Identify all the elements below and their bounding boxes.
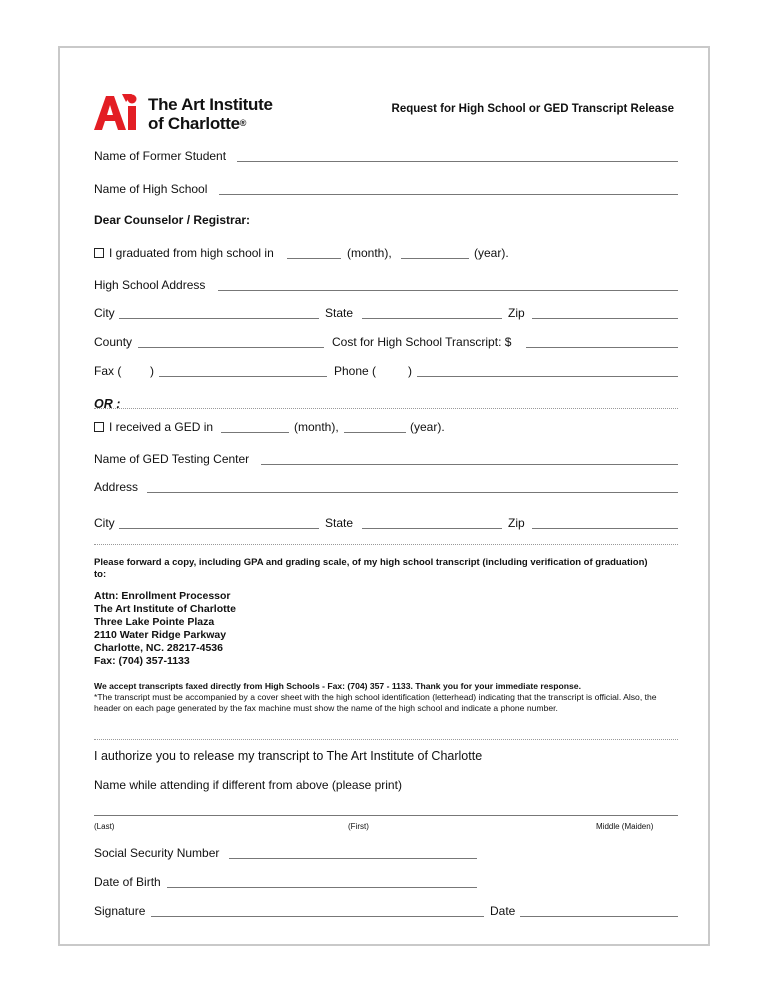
greeting: Dear Counselor / Registrar: (94, 213, 251, 227)
signature-field[interactable] (151, 916, 484, 917)
month-label: (month), (347, 246, 392, 260)
logo-line-1: The Art Institute (148, 95, 273, 114)
ged-label: I received a GED in (109, 420, 214, 434)
last-name-caption: (Last) (94, 822, 115, 831)
address-line: 2110 Water Ridge Parkway (94, 629, 227, 641)
ged-address-label: Address (94, 480, 139, 494)
form-page (58, 46, 710, 946)
ged-state-field[interactable] (362, 528, 502, 529)
ged-checkbox[interactable] (94, 422, 104, 432)
cost-field[interactable] (526, 347, 678, 348)
dotted-divider (94, 739, 678, 740)
ged-zip-label: Zip (508, 516, 525, 530)
year-label: (year). (474, 246, 509, 260)
date-field[interactable] (520, 916, 678, 917)
county-field[interactable] (138, 347, 324, 348)
dotted-divider (94, 408, 678, 409)
address-line: Attn: Enrollment Processor (94, 590, 231, 602)
graduated-year-field[interactable] (401, 258, 469, 259)
phone-close-paren: ) (408, 364, 412, 378)
zip-field[interactable] (532, 318, 678, 319)
forward-instruction: Please forward a copy, including GPA and grading scale, of my high school transcript (including verification of graduation) to: (94, 557, 648, 580)
fax-label: Fax ( (94, 364, 122, 378)
phone-label: Phone ( (334, 364, 377, 378)
former-student-field[interactable] (237, 161, 678, 162)
ssn-field[interactable] (229, 858, 477, 859)
ged-city-field[interactable] (119, 528, 319, 529)
fax-note (94, 681, 684, 715)
graduated-row (94, 246, 274, 260)
hs-address-field[interactable] (218, 290, 678, 291)
ged-center-label: Name of GED Testing Center (94, 452, 250, 466)
graduated-checkbox[interactable] (94, 248, 104, 258)
former-student-label: Name of Former Student (94, 149, 227, 163)
phone-field[interactable] (417, 376, 678, 377)
form-title: Request for High School or GED Transcript Release (391, 103, 674, 115)
ged-row (94, 420, 213, 434)
zip-label: Zip (508, 306, 525, 320)
signature-label: Signature (94, 904, 146, 918)
dotted-divider (94, 544, 678, 545)
dob-field[interactable] (167, 887, 477, 888)
first-name-caption: (First) (348, 822, 369, 831)
fax-field[interactable] (159, 376, 327, 377)
ssn-label: Social Security Number (94, 846, 220, 860)
high-school-field[interactable] (219, 194, 678, 195)
ged-center-field[interactable] (261, 464, 678, 465)
authorization-statement: I authorize you to release my transcript to The Art Institute of Charlotte (94, 749, 483, 763)
mailing-address (94, 590, 236, 668)
address-line: The Art Institute of Charlotte (94, 603, 236, 615)
ged-state-label: State (325, 516, 354, 530)
ged-zip-field[interactable] (532, 528, 678, 529)
ged-year-field[interactable] (344, 432, 406, 433)
state-field[interactable] (362, 318, 502, 319)
address-line: Three Lake Pointe Plaza (94, 616, 215, 628)
high-school-label: Name of High School (94, 182, 208, 196)
logo-wordmark (148, 95, 273, 133)
fax-note-body: *The transcript must be accompanied by a cover sheet with the high school identification (letterhead) indicating that the transcript is official. Also, the header on each page generated by the fax machine must show the name of the high school and indicate a phone number. (94, 692, 657, 714)
cost-label: Cost for High School Transcript: $ (332, 335, 512, 349)
ged-month-label: (month), (294, 420, 339, 434)
logo-line-2: of Charlotte® (148, 114, 247, 133)
ai-logo-icon (92, 92, 148, 132)
ged-address-field[interactable] (147, 492, 678, 493)
ged-month-field[interactable] (221, 432, 289, 433)
name-while-attending-label: Name while attending if different from above (please print) (94, 778, 402, 792)
middle-name-caption: Middle (Maiden) (596, 822, 654, 831)
graduated-label: I graduated from high school in (109, 246, 274, 260)
city-field[interactable] (119, 318, 319, 319)
address-line: Fax: (704) 357-1133 (94, 655, 190, 667)
state-label: State (325, 306, 354, 320)
county-label: County (94, 335, 133, 349)
graduated-month-field[interactable] (287, 258, 341, 259)
ged-year-label: (year). (410, 420, 445, 434)
city-label: City (94, 306, 115, 320)
fax-note-bold: We accept transcripts faxed directly from High Schools - Fax: (704) 357 - 1133. Thank you for your immediate response. (94, 681, 581, 691)
hs-address-label: High School Address (94, 278, 206, 292)
name-while-attending-field[interactable] (94, 815, 678, 816)
date-label: Date (490, 904, 516, 918)
fax-close-paren: ) (150, 364, 154, 378)
dob-label: Date of Birth (94, 875, 161, 889)
or-divider-label: OR : (94, 397, 121, 411)
address-line: Charlotte, NC. 28217-4536 (94, 642, 223, 654)
ged-city-label: City (94, 516, 115, 530)
